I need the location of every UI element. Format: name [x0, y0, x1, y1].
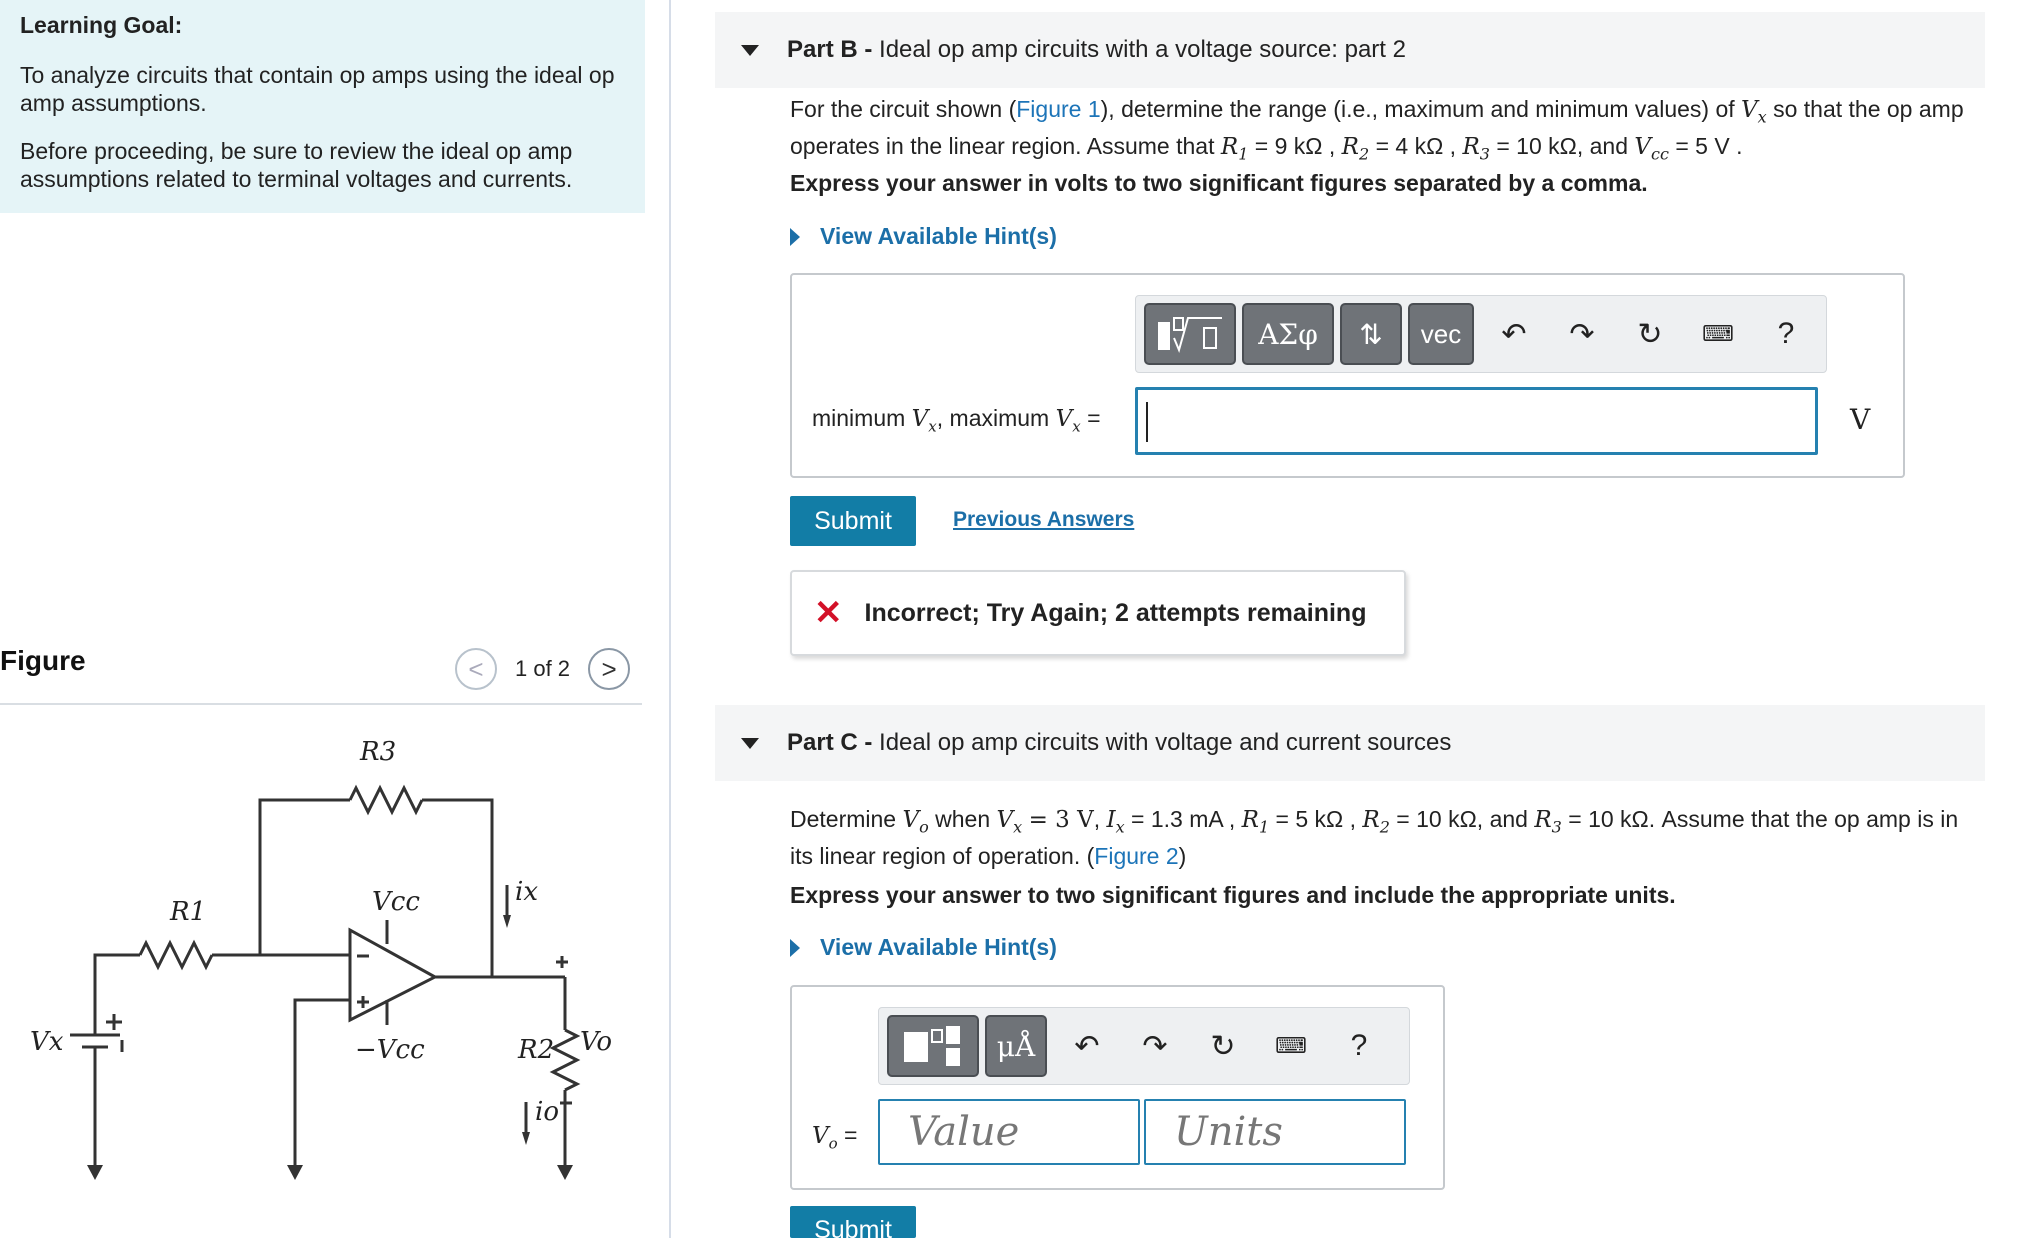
figure-divider: [0, 703, 642, 705]
undo-icon[interactable]: ↶: [1501, 317, 1527, 351]
part-b-math-toolbar: [1135, 295, 1827, 373]
part-c-value-input[interactable]: [878, 1099, 1140, 1165]
figure-pager: [455, 648, 630, 690]
figure-page-indicator: 1 of 2: [515, 656, 571, 681]
label-r2: R2: [518, 1035, 555, 1065]
resistor-r2: [553, 1030, 577, 1090]
chevron-left-icon: <: [468, 653, 484, 684]
learning-goal-title: Learning Goal:: [20, 12, 183, 38]
reset-icon[interactable]: ↻: [1210, 1029, 1236, 1063]
part-b-question: For the circuit shown (Figure 1), determine the range (i.e., maximum and minimum values) of $V_x$ so that the op amp operates in the linear region. Assume that $R_1 = 9$ kΩ , $R_2 = 4$ kΩ , $R_3 = 10$ kΩ, and $V_{cc} = 5$ V .: [790, 96, 1964, 164]
sqrt-template-icon: [1156, 314, 1224, 354]
part-c-instruction: Express your answer to two significant figures and include the appropriate units.: [790, 882, 1676, 908]
part-b-unit: V: [1850, 403, 1871, 436]
part-c-hint-toggle[interactable]: [790, 934, 1057, 961]
keyboard-icon[interactable]: ⌨: [1275, 1033, 1307, 1058]
part-c-answer-label: $V_o$ =: [812, 1122, 858, 1153]
label-vcc: Vcc: [372, 887, 420, 917]
undo-icon[interactable]: ↶: [1074, 1029, 1100, 1063]
part-c-title: Ideal op amp circuits with voltage and current sources: [879, 729, 1452, 756]
part-c-hint-label: View Available Hint(s): [820, 934, 1057, 960]
help-icon[interactable]: ?: [1350, 1029, 1368, 1062]
op-amp-circuit-diagram: [25, 730, 645, 1190]
template-fraction-button[interactable]: [887, 1015, 979, 1077]
label-vx: Vx: [30, 1027, 64, 1057]
part-c-answer-box: [790, 985, 1445, 1190]
chevron-right-icon: >: [601, 653, 617, 684]
keyboard-icon[interactable]: ⌨: [1702, 321, 1734, 346]
learning-goal-text: To analyze circuits that contain op amps using the ideal op amp assumptions.: [20, 62, 615, 116]
arrows-button[interactable]: ⇅: [1340, 303, 1402, 365]
part-b-answer-input[interactable]: [1135, 387, 1818, 455]
units-button[interactable]: μÅ: [985, 1015, 1047, 1077]
label-io: io: [535, 1097, 559, 1127]
value-placeholder: Value: [908, 1109, 1020, 1155]
resistor-r3: [350, 788, 422, 812]
feedback-text: Incorrect; Try Again; 2 attempts remaining: [864, 598, 1367, 627]
part-b-header[interactable]: [715, 12, 1985, 88]
part-c-header[interactable]: [715, 705, 1985, 781]
redo-icon[interactable]: ↷: [1142, 1029, 1168, 1063]
part-c-math-toolbar: [878, 1007, 1410, 1085]
part-b-hint-toggle[interactable]: [790, 223, 1057, 250]
template-sqrt-button[interactable]: [1144, 303, 1236, 365]
learning-goal-panel: [0, 0, 645, 213]
part-b-instruction: Express your answer in volts to two significant figures separated by a comma.: [790, 170, 1648, 196]
label-vo: Vo: [580, 1027, 613, 1057]
part-b-answer-box: [790, 273, 1905, 478]
units-placeholder: Units: [1174, 1109, 1283, 1155]
label-r1: R1: [170, 897, 207, 927]
figure-title: Figure: [0, 645, 86, 676]
incorrect-x-icon: ✕: [814, 594, 843, 632]
figure-2-link[interactable]: Figure 2: [1094, 842, 1179, 869]
next-figure-button[interactable]: [588, 648, 630, 690]
part-b-feedback: [790, 570, 1406, 656]
reset-icon[interactable]: ↻: [1637, 317, 1663, 351]
column-divider: [669, 0, 671, 1238]
greek-symbols-button[interactable]: ΑΣφ: [1242, 303, 1334, 365]
caret-right-icon: [790, 939, 800, 957]
caret-right-icon: [790, 228, 800, 246]
learning-goal-review-text: Before proceeding, be sure to review the ideal op amp assumptions related to terminal voltages and currents.: [20, 138, 573, 192]
part-b-label: Part B -: [787, 36, 873, 63]
part-b-submit-button[interactable]: Submit: [790, 496, 916, 546]
vector-button[interactable]: vec: [1408, 303, 1474, 365]
part-b-title: Ideal op amp circuits with a voltage source: part 2: [879, 36, 1406, 63]
label-ix: ix: [515, 877, 538, 907]
part-c-units-input[interactable]: [1144, 1099, 1406, 1165]
previous-answers-link[interactable]: Previous Answers: [953, 508, 1135, 531]
part-b-answer-label: minimum $V_x$, maximum $V_x$ =: [812, 405, 1101, 436]
part-c-question: Determine $V_o$ when $V_x = 3$ V, $I_x = 1.3$ mA , $R_1 = 5$ kΩ , $R_2 = 10$ kΩ, and $R_3 = 10$ kΩ. Assume that the op amp is in its linear region of operation. (Figure 2): [790, 806, 1959, 869]
caret-down-icon: [741, 738, 759, 749]
label-neg-vcc: −Vcc: [355, 1035, 425, 1065]
value-units-template-icon: [902, 1024, 964, 1068]
previous-figure-button[interactable]: [455, 648, 497, 690]
redo-icon[interactable]: ↷: [1569, 317, 1595, 351]
label-r3: R3: [360, 737, 397, 767]
text-cursor: [1146, 402, 1148, 442]
part-c-submit-button[interactable]: Submit: [790, 1206, 916, 1238]
part-c-label: Part C -: [787, 729, 873, 756]
help-icon[interactable]: ?: [1777, 317, 1795, 350]
part-b-hint-label: View Available Hint(s): [820, 223, 1057, 249]
caret-down-icon: [741, 45, 759, 56]
figure-1-link[interactable]: Figure 1: [1016, 96, 1101, 122]
resistor-r1: [140, 943, 212, 967]
